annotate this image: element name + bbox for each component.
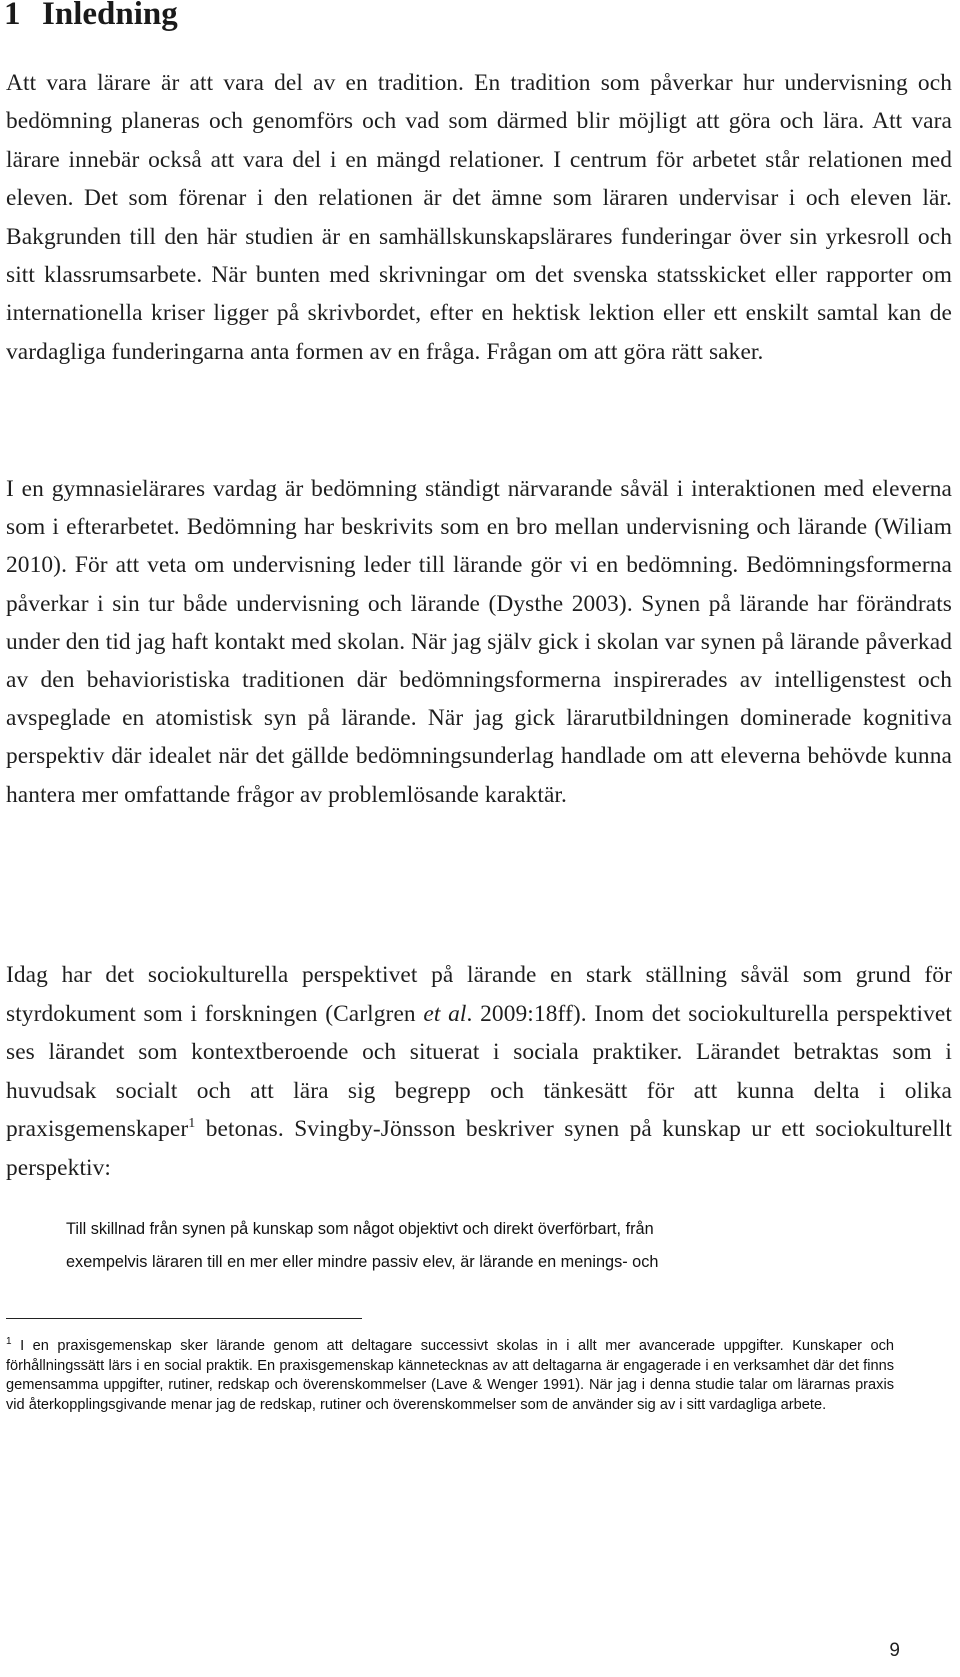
paragraph-3-part-b: . 2009:18ff). Inom det sociokulturella perspektivet ses lärandet som kontextberoende och situerat i sociala praktiker. Lärandet betraktas som i huvudsak socialt och att lära sig begrepp och tänkesätt för att kunna delta i olika praxisgemenskaper [6, 1000, 952, 1142]
chapter-heading [4, 0, 178, 34]
footnote-text: I en praxisgemenskap sker lärande genom att deltagare successivt skolas in i allt mer avancerade uppgifter. Kunskaper och förhållningssätt lärs i en social praktik. En praxisgemenskap kännetecknas av att deltagarna är engagerade i en verksamhet där det finns gemensamma uppgifter, rutiner, redskap och överenskommelser (Lave & Wenger 1991). När jag i denna studie talar om lärarnas praxis vid återkopplingsgivande menar jag de redskap, rutiner och överenskommelser som de använder sig av i sitt vardagliga arbete. [6, 1338, 894, 1413]
footnote-reference: 1 [188, 1116, 196, 1131]
footnote [6, 1337, 894, 1415]
quote-line-2: exempelvis läraren till en mer eller mindre passiv elev, är lärande en menings- och [66, 1253, 659, 1271]
paragraph-3-part-a: Idag har det sociokulturella perspektivet på lärande en stark ställning såväl som grund för styrdokument som i forskningen (Carlgren [6, 962, 952, 1027]
paragraph-3 [6, 956, 952, 1187]
paragraph-2: I en gymnasielärares vardag är bedömning ständigt närvarande såväl i interaktionen med eleverna som i efterarbetet. Bedömning har beskrivits som en bro mellan undervisning och lärande (Wiliam 2010). För att veta om undervisning leder till lärande gör vi en bedömning. Bedömningsformerna påverkar i sin tur både undervisning och lärande (Dysthe 2003). Synen på lärande har förändrats under den tid jag haft kontakt med skolan. När jag själv gick i skolan var synen på lärande påverkad av den behavioristiska traditionen där bedömningsformerna inspirerades av intelligenstest och avspeglade en atomistisk syn på lärande. När jag gick lärarutbildningen dominerade kognitiva perspektiv där idealet när det gällde bedömningsunderlag handlade om att eleverna behövde kunna hantera mer omfattande frågor av problemlösande karaktär. [6, 476, 952, 808]
quote-line-1: Till skillnad från synen på kunskap som något objektivt och direkt överförbart, från [66, 1220, 654, 1238]
page-number: 9 [889, 1640, 900, 1661]
footnote-marker: 1 [6, 1336, 12, 1347]
chapter-number: 1 [4, 0, 21, 32]
footnote-separator [6, 1318, 362, 1319]
chapter-title: Inledning [42, 0, 178, 32]
paragraph-1: Att vara lärare är att vara del av en tradition. En tradition som påverkar hur undervisning och bedömning planeras och genomförs och vad som därmed blir möjligt att göra och lära. Att vara lärare innebär också att vara del i en mängd relationer. I centrum för arbetet står relationen med eleven. Det som förenar i den relationen är det ämne som läraren undervisar i och eleven lär. Bakgrunden till den här studien är en samhällskunskapslärares funderingar över sin yrkesroll och sitt klassrumsarbete. När bunten med skrivningar om det svenska statsskicket eller rapporter om internationella kriser ligger på skrivbordet, efter en hektisk lektion eller ett enskilt samtal kan de vardagliga funderingarna anta formen av en fråga. Frågan om att göra rätt saker. [6, 70, 952, 365]
paragraph-3-part-c: betonas. Svingby-Jönsson beskriver synen på kunskap ur ett sociokulturellt perspektiv: [6, 1116, 952, 1181]
block-quote [66, 1213, 926, 1279]
et-al-italic: et al [423, 1000, 467, 1027]
